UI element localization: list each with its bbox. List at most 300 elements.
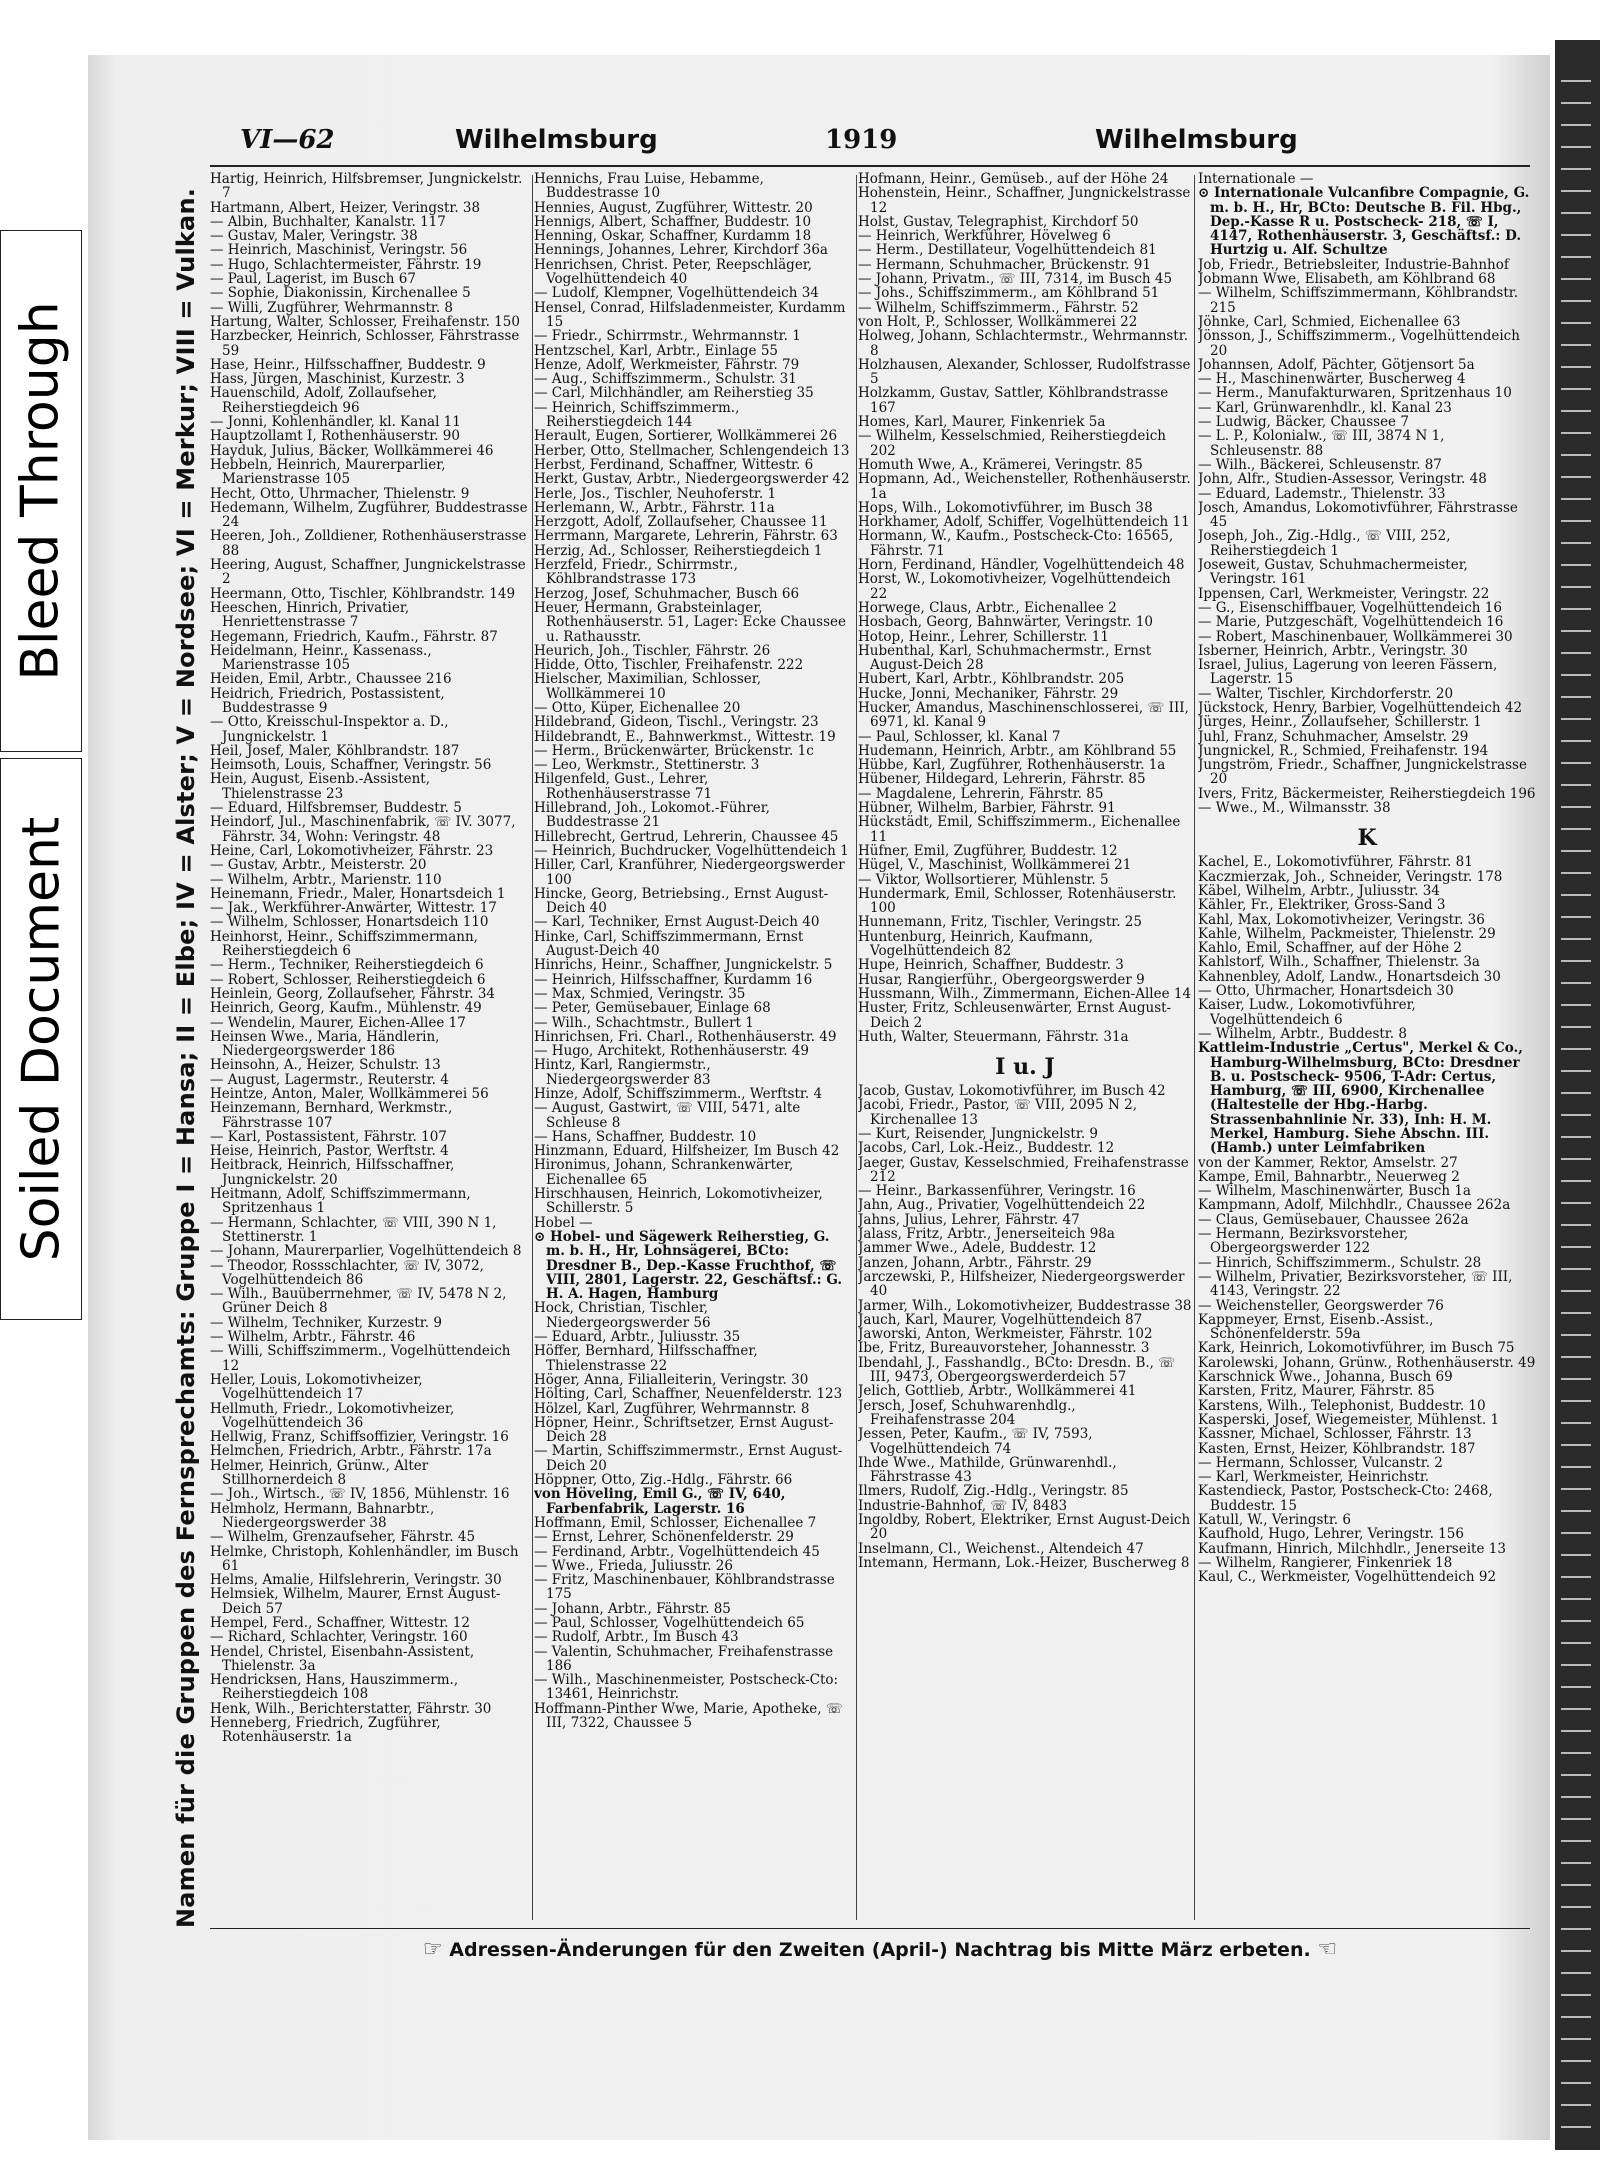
directory-entry: ⊙ Hobel- und Sägewerk Reiherstieg, G. m. b. H., Hr, Lohnsägerei, BCto: Dresdner B., Dep.-Kasse Fruchthof, ☏ VIII, 2801, Lagerstr. 22, Geschäftsf.: G. H. A. Hagen, Hamburg xyxy=(534,1228,843,1303)
directory-entry: Jürges, Heinr., Zollaufseher, Schillerstr. 1 xyxy=(1198,714,1482,731)
directory-entry: Jalass, Fritz, Arbtr., Jenerseiteich 98a xyxy=(858,1226,1115,1243)
year-title: 1919 xyxy=(825,125,898,155)
directory-entry: Hirschhausen, Heinrich, Lokomotivheizer, Schillerstr. 5 xyxy=(534,1186,823,1217)
directory-entry: Heitmann, Adolf, Schiffszimmermann, Spritzenhaus 1 xyxy=(210,1186,471,1217)
directory-entry: Jönsson, J., Schiffszimmerm., Vogelhüttendeich 20 xyxy=(1198,328,1520,359)
directory-entry: Hofmann, Heinr., Gemüseb., auf der Höhe 24 xyxy=(858,172,1169,187)
directory-entry: — Hermann, Schuhmacher, Brückenstr. 91 xyxy=(858,256,1151,273)
directory-entry: — Martin, Schiffszimmermstr., Ernst August-Deich 20 xyxy=(534,1443,843,1474)
directory-entry: Hormann, W., Kaufm., Postscheck-Cto: 16565, Fährstr. 71 xyxy=(858,528,1174,559)
directory-entry: — Herm., Manufakturwaren, Spritzenhaus 10 xyxy=(1198,385,1512,402)
directory-entry: — Wilhelm, Schiffszimmerm., Fährstr. 52 xyxy=(858,299,1139,316)
directory-entry: — Otto, Küper, Eichenallee 20 xyxy=(534,699,741,716)
directory-entry: Kachel, E., Lokomotivführer, Fährstr. 81 xyxy=(1198,854,1473,871)
directory-entry: — G., Eisenschiffbauer, Vogelhüttendeich 16 xyxy=(1198,599,1502,616)
soiled-document-label xyxy=(0,758,82,1320)
directory-entry: ⊙ Internationale Vulcanfibre Compagnie, G. m. b. H., Hr, BCto: Deutsche B. Fil. Hbg., Dep.-Kasse R u. Postscheck- 218, ☏ I, 4147, Rothenhäuserstr. 3, Geschäftsf.: D. Hurtzig u. Alf. Schultze xyxy=(1198,185,1530,259)
directory-entry: Herle, Jos., Tischler, Neuhoferstr. 1 xyxy=(534,485,777,502)
directory-entry: Hass, Jürgen, Maschinist, Kurzestr. 3 xyxy=(210,371,465,388)
directory-entry: Jelich, Gottlieb, Arbtr., Wollkämmerei 41 xyxy=(858,1383,1137,1400)
directory-entry: Heimsoth, Louis, Schaffner, Veringstr. 56 xyxy=(210,757,492,774)
directory-entry: Heeschen, Hinrich, Privatier, Henriettenstrasse 7 xyxy=(210,599,410,631)
directory-entry: — Magdalene, Lehrerin, Fährstr. 85 xyxy=(858,785,1104,802)
directory-entry: — Wilhelm, Grenzaufseher, Fährstr. 45 xyxy=(210,1529,476,1546)
directory-entry: Hucker, Amandus, Maschinenschlosserei, ☏ III, 6971, kl. Kanal 9 xyxy=(858,699,1189,731)
directory-entry: Hinrichs, Heinr., Schaffner, Jungnickelstr. 5 xyxy=(534,957,833,974)
directory-entry: Kark, Heinrich, Lokomotivführer, im Busch 75 xyxy=(1198,1340,1515,1357)
directory-entry: Kasten, Ernst, Heizer, Köhlbrandstr. 187 xyxy=(1198,1440,1476,1457)
directory-entry: Hecht, Otto, Uhrmacher, Thielenstr. 9 xyxy=(210,485,470,502)
directory-entry: Holweg, Johann, Schlachtermstr., Wehrmannstr. 8 xyxy=(858,328,1188,359)
directory-entry: Hennigs, Albert, Schaffner, Buddestr. 10 xyxy=(534,213,812,230)
directory-entry: Kahlo, Emil, Schaffner, auf der Höhe 2 xyxy=(1198,940,1462,957)
directory-entry: Heeren, Joh., Zolldiener, Rothenhäuserstrasse 88 xyxy=(210,528,527,559)
directory-entry: Horn, Ferdinand, Händler, Vogelhüttendeich 48 xyxy=(858,557,1185,574)
directory-entry: Hunnemann, Fritz, Tischler, Veringstr. 25 xyxy=(858,914,1142,931)
directory-entry: Jacobi, Friedr., Pastor, ☏ VIII, 2095 N 2, Kirchenallee 13 xyxy=(858,1097,1137,1128)
directory-entry: Heinsen Wwe., Maria, Händlerin, Niedergeorgswerder 186 xyxy=(210,1028,440,1060)
directory-columns xyxy=(210,172,1540,1922)
directory-entry: von der Kammer, Rektor, Amselstr. 27 xyxy=(1198,1154,1458,1171)
directory-entry: — Jonni, Kohlenhändler, kl. Kanal 11 xyxy=(210,414,461,431)
directory-entry: — Johann, Maurerparlier, Vogelhüttendeich 8 xyxy=(210,1243,522,1260)
directory-entry: — Heinrich, Werkführer, Hövelweg 6 xyxy=(858,228,1111,245)
directory-entry: — Eduard, Hilfsbremser, Buddestr. 5 xyxy=(210,800,462,817)
directory-entry: Heiden, Emil, Arbtr., Chaussee 216 xyxy=(210,671,452,688)
directory-entry: Kaul, C., Werkmeister, Vogelhüttendeich 92 xyxy=(1198,1569,1497,1586)
directory-entry: Herzog, Josef, Schuhmacher, Busch 66 xyxy=(534,585,800,602)
directory-entry: Heine, Carl, Lokomotivheizer, Fährstr. 23 xyxy=(210,842,494,859)
directory-entry: Kastendieck, Pastor, Postscheck-Cto: 2468, Buddestr. 15 xyxy=(1198,1483,1493,1514)
directory-entry: — Heinrich, Hilfsschaffner, Kurdamm 16 xyxy=(534,971,813,988)
directory-entry: Höppner, Otto, Zig.-Hdlg., Fährstr. 66 xyxy=(534,1472,793,1489)
directory-entry: Kassner, Michael, Schlosser, Fährstr. 13 xyxy=(1198,1426,1472,1443)
directory-entry: Henneberg, Friedrich, Zugführer, Rotenhäuserstr. 1a xyxy=(210,1715,441,1746)
directory-entry: Jessen, Peter, Kaufm., ☏ IV, 7593, Vogelhüttendeich 74 xyxy=(858,1426,1093,1457)
directory-entry: Helmsiek, Wilhelm, Maurer, Ernst August-Deich 57 xyxy=(210,1586,501,1617)
directory-entry: Hückstädt, Emil, Schiffszimmerm., Eichenallee 11 xyxy=(858,814,1181,845)
directory-entry: Hillebrand, Joh., Lokomot.-Führer, Buddestrasse 21 xyxy=(534,800,770,831)
directory-entry: — Peter, Gemüsebauer, Einlage 68 xyxy=(534,1000,771,1017)
directory-entry: — Wilhelm, Techniker, Kurzestr. 9 xyxy=(210,1314,442,1331)
column-2 xyxy=(534,172,852,1922)
directory-entry: Hennichs, Frau Luise, Hebamme, Buddestrasse 10 xyxy=(534,172,764,202)
directory-entry: Jacob, Gustav, Lokomotivführer, im Busch 42 xyxy=(858,1083,1166,1100)
right-running-title: Wilhelmsburg xyxy=(1095,125,1298,155)
directory-entry: Heurich, Joh., Tischler, Fährstr. 26 xyxy=(534,642,771,659)
directory-entry: Hendricksen, Hans, Hauszimmerm., Reiherstiegdeich 108 xyxy=(210,1672,459,1703)
directory-entry: — Weichensteller, Georgswerder 76 xyxy=(1198,1297,1444,1314)
directory-entry: — Paul, Lagerist, im Busch 67 xyxy=(210,271,416,288)
directory-entry: Jarczewski, P., Hilfsheizer, Niedergeorgswerder 40 xyxy=(858,1268,1185,1300)
directory-entry: Kampe, Emil, Bahnarbtr., Neuerweg 2 xyxy=(1198,1168,1460,1185)
directory-entry: Heinrich, Georg, Kaufm., Mühlenstr. 49 xyxy=(210,1000,482,1017)
directory-entry: Hedemann, Wilhelm, Zugführer, Buddestrasse 24 xyxy=(210,499,528,531)
directory-entry: Ibe, Fritz, Bureauvorsteher, Johannesstr. 3 xyxy=(858,1340,1150,1357)
directory-entry: Hempel, Ferd., Schaffner, Wittestr. 12 xyxy=(210,1614,470,1631)
directory-entry: Heintze, Anton, Maler, Wollkämmerei 56 xyxy=(210,1086,489,1102)
directory-entry: Israel, Julius, Lagerung von leeren Fässern, Lagerstr. 15 xyxy=(1198,657,1498,688)
directory-entry: — Karl, Werkmeister, Heinrichstr. xyxy=(1198,1469,1430,1486)
directory-entry: Hobel — xyxy=(534,1214,593,1231)
directory-entry: — Rudolf, Arbtr., Im Busch 43 xyxy=(534,1629,739,1646)
directory-entry: Käbel, Wilhelm, Arbtr., Juliusstr. 34 xyxy=(1198,882,1440,899)
directory-entry: Jersch, Josef, Schuhwarenhdlg., Freihafenstrasse 204 xyxy=(858,1397,1076,1428)
directory-entry: Kaufhold, Hugo, Lehrer, Veringstr. 156 xyxy=(1198,1526,1464,1543)
directory-entry: Herzgott, Adolf, Zollaufseher, Chaussee 11 xyxy=(534,514,828,531)
directory-entry: Hüfner, Emil, Zugführer, Buddestr. 12 xyxy=(858,842,1118,859)
directory-entry: — Otto, Kreisschul-Inspektor a. D., Jungnickelstr. 1 xyxy=(210,714,449,745)
directory-entry: Horwege, Claus, Arbtr., Eichenallee 2 xyxy=(858,599,1117,616)
directory-entry: — Heinrich, Schiffszimmerm., Reiherstiegdeich 144 xyxy=(534,399,740,431)
column-3 xyxy=(858,172,1192,1922)
directory-entry: Hauenschild, Adolf, Zollaufseher, Reiherstiegdeich 96 xyxy=(210,385,437,416)
column-4 xyxy=(1198,172,1536,1922)
directory-entry: Kahl, Max, Lokomotivheizer, Veringstr. 36 xyxy=(1198,911,1485,928)
directory-entry: Hops, Wilh., Lokomotivführer, im Busch 38 xyxy=(858,499,1153,516)
directory-entry: Intemann, Hermann, Lok.-Heizer, Buscherweg 8 xyxy=(858,1554,1190,1571)
page-footer xyxy=(330,1937,1430,1962)
directory-entry: Jahns, Julius, Lehrer, Fährstr. 47 xyxy=(858,1211,1080,1228)
directory-entry: Heise, Heinrich, Pastor, Werftstr. 4 xyxy=(210,1143,449,1160)
directory-entry: Ingoldby, Robert, Elektriker, Ernst August-Deich 20 xyxy=(858,1512,1191,1543)
directory-entry: — Wilhelm, Schlosser, Honartsdeich 110 xyxy=(210,914,489,931)
directory-entry: Hügel, V., Maschinist, Wollkämmerei 21 xyxy=(858,857,1132,874)
directory-entry: — Gustav, Maler, Veringstr. 38 xyxy=(210,228,418,245)
directory-entry: Herzig, Ad., Schlosser, Reiherstiegdeich 1 xyxy=(534,542,823,559)
page-number: VI—62 xyxy=(240,125,335,155)
directory-entry: — Wilhelm, Schiffszimmermann, Köhlbrandstr. 215 xyxy=(1198,285,1519,316)
directory-entry: Henk, Wilh., Berichterstatter, Fährstr. 30 xyxy=(210,1700,492,1717)
directory-entry: Hein, August, Eisenb.-Assistent, Thielenstrasse 23 xyxy=(210,771,431,802)
directory-entry: — Joh., Wirtsch., ☏ IV, 1856, Mühlenstr. 16 xyxy=(210,1486,510,1503)
directory-entry: Inselmann, Cl., Weichenst., Altendeich 47 xyxy=(858,1540,1144,1557)
directory-entry: — Theodor, Rossschlachter, ☏ IV, 3072, Vogelhüttendeich 86 xyxy=(210,1257,484,1288)
directory-entry: — Richard, Schlachter, Veringstr. 160 xyxy=(210,1629,468,1646)
directory-entry: Heinzemann, Bernhard, Werkmstr., Fährstrasse 107 xyxy=(210,1100,453,1131)
directory-entry: Herlemann, W., Arbtr., Fährstr. 11a xyxy=(534,499,775,516)
directory-entry: — Marie, Putzgeschäft, Vogelhüttendeich 16 xyxy=(1198,614,1504,631)
directory-entry: Jammer Wwe., Adele, Buddestr. 12 xyxy=(858,1240,1097,1257)
directory-entry: Höpner, Heinr., Schriftsetzer, Ernst August-Deich 28 xyxy=(534,1414,834,1446)
directory-entry: Helmholz, Hermann, Bahnarbtr., Niedergeorgswerder 38 xyxy=(210,1500,435,1531)
directory-entry: Joseph, Joh., Zig.-Hdlg., ☏ VIII, 252, Reiherstiegdeich 1 xyxy=(1198,528,1451,559)
directory-entry: — Robert, Schlosser, Reiherstiegdeich 6 xyxy=(210,971,486,988)
directory-entry: von Holt, P., Schlosser, Wollkämmerei 22 xyxy=(858,313,1138,330)
directory-entry: Kasperski, Josef, Wiegemeister, Mühlenst. 1 xyxy=(1198,1411,1500,1428)
directory-entry: Holst, Gustav, Telegraphist, Kirchdorf 50 xyxy=(858,213,1139,230)
directory-entry: Kahlstorf, Wilh., Schaffner, Thielenstr. 3a xyxy=(1198,954,1480,971)
directory-entry: — Hugo, Architekt, Rothenhäuserstr. 49 xyxy=(534,1043,809,1060)
directory-entry: Hidde, Otto, Tischler, Freihafenstr. 222 xyxy=(534,657,804,674)
directory-entry: Jacobs, Carl, Lok.-Heiz., Buddestr. 12 xyxy=(858,1140,1115,1157)
directory-entry: — Wilh., Bäckerei, Schleusenstr. 87 xyxy=(1198,456,1442,473)
directory-entry: Hegemann, Friedrich, Kaufm., Fährstr. 87 xyxy=(210,628,498,645)
directory-entry: — Herm., Destillateur, Vogelhüttendeich 81 xyxy=(858,242,1157,259)
adjacent-page-edge xyxy=(1555,40,1600,2150)
directory-entry: Hellmuth, Friedr., Lokomotivheizer, Vogelhüttendeich 36 xyxy=(210,1400,455,1431)
directory-entry: Heinlein, Georg, Zollaufseher, Fährstr. 34 xyxy=(210,985,496,1002)
section-heading: I u. J xyxy=(995,1054,1055,1081)
directory-entry: — Hans, Schaffner, Buddestr. 10 xyxy=(534,1128,757,1145)
directory-entry: — Wilh., Bauüberrnehmer, ☏ IV, 5478 N 2, Grüner Deich 8 xyxy=(210,1286,507,1317)
directory-entry: Henning, Oskar, Schaffner, Kurdamm 18 xyxy=(534,228,812,245)
directory-entry: Hayduk, Julius, Bäcker, Wollkämmerei 46 xyxy=(210,442,494,459)
directory-entry: Jarmer, Wilh., Lokomotivheizer, Buddestrasse 38 xyxy=(858,1297,1192,1314)
directory-entry: Kaiser, Ludw., Lokomotivführer, Vogelhüttendeich 6 xyxy=(1198,997,1416,1028)
directory-entry: — Eduard, Lademstr., Thielenstr. 33 xyxy=(1198,485,1446,502)
column-1 xyxy=(210,172,528,1922)
directory-entry: Homes, Karl, Maurer, Finkenriek 5a xyxy=(858,414,1106,431)
directory-entry: Hinke, Carl, Schiffszimmermann, Ernst August-Deich 40 xyxy=(534,928,804,960)
directory-entry: Herkt, Gustav, Arbtr., Niedergeorgswerder 42 xyxy=(534,471,850,488)
directory-entry: Karstens, Wilh., Telephonist, Buddestr. 10 xyxy=(1198,1397,1486,1414)
directory-entry: Jobmann Wwe, Elisabeth, am Köhlbrand 68 xyxy=(1198,271,1496,288)
page-header xyxy=(200,125,1540,165)
directory-entry: Helmke, Christoph, Kohlenhändler, im Busch 61 xyxy=(210,1543,519,1574)
directory-entry: Karolewski, Johann, Grünw., Rothenhäuserstr. 49 xyxy=(1198,1354,1536,1371)
directory-entry: — Herm., Brückenwärter, Brückenstr. 1c xyxy=(534,742,814,759)
directory-entry: — Wilhelm, Arbtr., Marienstr. 110 xyxy=(210,871,442,888)
directory-entry: Jungström, Friedr., Schaffner, Jungnickelstrasse 20 xyxy=(1198,757,1527,788)
directory-entry: Herault, Eugen, Sortierer, Wollkämmerei 26 xyxy=(534,428,838,445)
sidebar-text: Namen für die Gruppen des Fernsprechamts: Gruppe I = Hansa; II = Elbe; IV = Alster; V = Nordsee; VI = Merkur; VIII = Vulkan. xyxy=(172,187,200,1928)
directory-entry: Helmer, Heinrich, Grünw., Alter Stillhornerdeich 8 xyxy=(210,1457,429,1489)
directory-entry: — Ernst, Lehrer, Schönenfelderstr. 29 xyxy=(534,1529,794,1546)
directory-entry: Hauptzollamt I, Rothenhäuserstr. 90 xyxy=(210,428,460,445)
directory-entry: Hennings, Johannes, Lehrer, Kirchdorf 36a xyxy=(534,242,828,259)
directory-entry: Herzfeld, Friedr., Schirrmstr., Köhlbrandstrasse 173 xyxy=(534,557,738,588)
directory-entry: Heller, Louis, Lokomotivheizer, Vogelhüttendeich 17 xyxy=(210,1371,423,1403)
directory-entry: Jöhnke, Carl, Schmied, Eichenallee 63 xyxy=(1198,313,1461,330)
directory-entry: Heinsohn, A., Heizer, Schulstr. 13 xyxy=(210,1057,441,1074)
directory-entry: Hinrichsen, Fri. Charl., Rothenhäuserstr. 49 xyxy=(534,1028,837,1045)
directory-entry: Homuth Wwe, A., Krämerei, Veringstr. 85 xyxy=(858,456,1143,473)
directory-entry: Juhl, Franz, Schuhmacher, Amselstr. 29 xyxy=(1198,728,1469,745)
directory-entry: — Valentin, Schuhmacher, Freihafenstrasse 186 xyxy=(534,1643,834,1674)
directory-entry: Ivers, Fritz, Bäckermeister, Reiherstiegdeich 196 xyxy=(1198,785,1536,802)
directory-entry: — Claus, Gemüsebauer, Chaussee 262a xyxy=(1198,1211,1469,1228)
directory-entry: Jungnickel, R., Schmied, Freihafenstr. 194 xyxy=(1198,742,1489,759)
directory-entry: — Paul, Schlosser, Vogelhüttendeich 65 xyxy=(534,1614,805,1631)
directory-entry: — Albin, Buchhalter, Kanalstr. 117 xyxy=(210,213,446,230)
directory-entry: Hartmann, Albert, Heizer, Veringstr. 38 xyxy=(210,199,481,216)
directory-entry: Hiller, Carl, Kranführer, Niedergeorgswerder 100 xyxy=(534,857,845,888)
pointing-hand-icon: ☞ xyxy=(422,1937,443,1962)
directory-entry: — Paul, Schlosser, kl. Kanal 7 xyxy=(858,728,1061,745)
directory-entry: Hundermark, Emil, Schlosser, Rotenhäuserstr. 100 xyxy=(858,885,1177,917)
directory-entry: — Sophie, Diakonissin, Kirchenallee 5 xyxy=(210,285,471,302)
directory-entry: Hintz, Karl, Rangiermstr., Niedergeorgswerder 83 xyxy=(534,1057,711,1088)
directory-entry: — Johs., Schiffszimmerm., am Köhlbrand 51 xyxy=(858,285,1160,302)
directory-entry: — Hermann, Bezirksvorsteher, Obergeorgswerder 122 xyxy=(1198,1226,1409,1257)
directory-entry: Kattleim-Industrie „Certus", Merkel & Co., Hamburg-Wilhelmsburg, BCto: Dresdner B. u. Postscheck- 9506, T-Adr: Certus, Hamburg, ☏ III, 6900, Kirchenallee (Haltestelle der Hbg.-Harbg. Strassenbahnlinie Nr. 33), Inh: H. M. Merkel, Hamburg. Siehe Abschn. III. (Hamb.) unter Leimfabriken xyxy=(1198,1040,1523,1157)
directory-entry: John, Alfr., Studien-Assessor, Veringstr. 48 xyxy=(1198,471,1487,488)
directory-entry: Hellwig, Franz, Schiffsoffizier, Veringstr. 16 xyxy=(210,1429,509,1446)
directory-entry: — Hugo, Schlachtermeister, Fährstr. 19 xyxy=(210,256,482,273)
directory-entry: Isberner, Heinrich, Arbtr., Veringstr. 30 xyxy=(1198,642,1468,659)
directory-entry: Helmchen, Friedrich, Arbtr., Fährstr. 17a xyxy=(210,1443,492,1460)
directory-entry: Heering, August, Schaffner, Jungnickelstrasse 2 xyxy=(210,557,526,588)
directory-entry: — Viktor, Wollsortierer, Mühlenstr. 5 xyxy=(858,871,1109,888)
directory-entry: Hubenthal, Karl, Schuhmachermstr., Ernst August-Deich 28 xyxy=(858,642,1152,674)
directory-entry: — Ludwig, Bäcker, Chaussee 7 xyxy=(1198,414,1409,431)
directory-entry: Herrmann, Margarete, Lehrerin, Fährstr. 63 xyxy=(534,528,838,545)
directory-entry: Holzhausen, Alexander, Schlosser, Rudolfstrasse 5 xyxy=(858,356,1191,388)
directory-entry: — August, Gastwirt, ☏ VIII, 5471, alte Schleuse 8 xyxy=(534,1100,801,1131)
directory-entry: — Walter, Tischler, Kirchdorferstr. 20 xyxy=(1198,685,1454,702)
directory-entry: Henrichsen, Christ. Peter, Reepschläger, Vogelhüttendeich 40 xyxy=(534,256,813,288)
directory-entry: — Jak., Werkführer-Anwärter, Wittestr. 17 xyxy=(210,900,497,917)
directory-entry: Hebbeln, Heinrich, Maurerparlier, Marienstrasse 105 xyxy=(210,456,446,488)
directory-entry: Huntenburg, Heinrich, Kaufmann, Vogelhüttendeich 82 xyxy=(858,928,1094,960)
directory-entry: Kaczmierzak, Joh., Schneider, Veringstr. 178 xyxy=(1198,868,1503,885)
directory-entry: — Willi, Zugführer, Wehrmannstr. 8 xyxy=(210,299,454,316)
header-rule xyxy=(210,165,1530,167)
directory-entry: — Herm., Techniker, Reiherstiegdeich 6 xyxy=(210,957,484,974)
directory-entry: Hubert, Karl, Arbtr., Köhlbrandstr. 205 xyxy=(858,671,1125,688)
directory-entry: von Höveling, Emil G., ☏ IV, 640, Farbenfabrik, Lagerstr. 16 xyxy=(534,1486,786,1517)
directory-entry: Heinhorst, Heinr., Schiffszimmermann, Reiherstiegdeich 6 xyxy=(210,928,478,960)
directory-entry: Hussmann, Wilh., Zimmermann, Eichen-Allee 14 xyxy=(858,985,1192,1002)
directory-entry: Hennies, August, Zugführer, Wittestr. 20 xyxy=(534,199,813,216)
directory-entry: Hübener, Hildegard, Lehrerin, Fährstr. 85 xyxy=(858,771,1146,788)
directory-entry: Ibendahl, J., Fasshandlg., BCto: Dresdn. B., ☏ III, 9473, Obergeorgswerderdeich 57 xyxy=(858,1354,1176,1386)
soiled-document-text: Soiled Document xyxy=(11,816,72,1262)
directory-entry: Hillebrecht, Gertrud, Lehrerin, Chaussee 45 xyxy=(534,828,839,845)
directory-entry: Hoffmann-Pinther Wwe, Marie, Apotheke, ☏ III, 7322, Chaussee 5 xyxy=(534,1700,843,1732)
directory-entry: Hensel, Conrad, Hilfsladenmeister, Kurdamm 15 xyxy=(534,299,846,330)
directory-entry: Ilmers, Rudolf, Zig.-Hdlg., Veringstr. 85 xyxy=(858,1483,1129,1500)
directory-entry: Herbst, Ferdinand, Schaffner, Wittestr. 6 xyxy=(534,456,814,473)
directory-entry: Hudemann, Heinrich, Arbtr., am Köhlbrand 55 xyxy=(858,742,1177,759)
directory-entry: Kappmeyer, Ernst, Eisenb.-Assist., Schönenfelderstr. 59a xyxy=(1198,1311,1434,1343)
section-heading: K xyxy=(1357,825,1377,852)
directory-entry: — Karl, Grünwarenhdlr., kl. Kanal 23 xyxy=(1198,399,1452,416)
bleed-through-text: Bleed Through xyxy=(11,301,71,681)
directory-entry: Jahn, Aug., Privatier, Vogelhüttendeich 22 xyxy=(858,1197,1146,1214)
directory-entry: Harzbecker, Heinrich, Schlosser, Fährstrasse 59 xyxy=(210,328,520,359)
directory-entry: — Wwe., M., Wilmansstr. 38 xyxy=(1198,800,1391,817)
directory-entry: Henze, Adolf, Werkmeister, Fährstr. 79 xyxy=(534,356,800,373)
directory-entry: Heidrich, Friedrich, Postassistent, Buddestrasse 9 xyxy=(210,685,445,716)
directory-entry: — H., Maschinenwärter, Buscherweg 4 xyxy=(1198,371,1466,388)
telephone-groups-sidebar xyxy=(168,187,204,1928)
directory-entry: Heinemann, Friedr., Maler, Honartsdeich 1 xyxy=(210,885,506,902)
directory-entry: Huster, Fritz, Schleusenwärter, Ernst August-Deich 2 xyxy=(858,1000,1172,1031)
directory-entry: Hartig, Heinrich, Hilfsbremser, Jungnickelstr. 7 xyxy=(210,172,523,202)
directory-entry: — Otto, Uhrmacher, Honartsdeich 30 xyxy=(1198,983,1454,1000)
directory-entry: Industrie-Bahnhof, ☏ IV, 8483 xyxy=(858,1497,1068,1514)
directory-entry: Heil, Josef, Maler, Köhlbrandstr. 187 xyxy=(210,742,460,759)
directory-entry: Hosbach, Georg, Bahnwärter, Veringstr. 10 xyxy=(858,614,1154,631)
directory-entry: — Karl, Postassistent, Fährstr. 107 xyxy=(210,1128,447,1145)
directory-entry: Heidelmann, Heinr., Kassenass., Marienstrasse 105 xyxy=(210,642,432,674)
bleed-through-label xyxy=(0,230,82,752)
directory-entry: Holzkamm, Gustav, Sattler, Köhlbrandstrasse 167 xyxy=(858,385,1169,416)
directory-entry: Ippensen, Carl, Werkmeister, Veringstr. 22 xyxy=(1198,585,1490,602)
directory-entry: Kampmann, Adolf, Milchhdlr., Chaussee 262a xyxy=(1198,1197,1511,1214)
directory-entry: Heindorf, Jul., Maschinenfabrik, ☏ IV. 3077, Fährstr. 34, Wohn: Veringstr. 48 xyxy=(210,814,516,845)
directory-entry: — Heinr., Barkassenführer, Veringstr. 16 xyxy=(858,1183,1136,1200)
directory-entry: — Robert, Maschinenbauer, Wollkämmerei 30 xyxy=(1198,628,1513,645)
footer-rule xyxy=(210,1928,1530,1929)
directory-entry: Hock, Christian, Tischler, Niedergeorgswerder 56 xyxy=(534,1300,711,1331)
directory-entry: Kähler, Fr., Elektriker, Gross-Sand 3 xyxy=(1198,897,1446,914)
directory-entry: — Willi, Schiffszimmerm., Vogelhüttendeich 12 xyxy=(210,1343,511,1374)
directory-entry: Josch, Amandus, Lokomotivführer, Fährstrasse 45 xyxy=(1198,499,1518,531)
directory-entry: — Wilh., Schachtmstr., Bullert 1 xyxy=(534,1014,754,1031)
directory-entry: Hendel, Christel, Eisenbahn-Assistent, Thielenstr. 3a xyxy=(210,1643,475,1674)
directory-entry: Horst, W., Lokomotivheizer, Vogelhüttendeich 22 xyxy=(858,571,1171,602)
directory-entry: Hölzel, Karl, Zugführer, Wehrmannstr. 8 xyxy=(534,1400,810,1417)
directory-entry: Karschnick Wwe., Johanna, Busch 69 xyxy=(1198,1369,1453,1386)
directory-entry: — August, Lagermstr., Reuterstr. 4 xyxy=(210,1071,449,1088)
directory-entry: Heermann, Otto, Tischler, Köhlbrandstr. 149 xyxy=(210,585,516,602)
directory-entry: Internationale — xyxy=(1198,172,1314,187)
directory-entry: Kahle, Wilhelm, Packmeister, Thielenstr. 29 xyxy=(1198,925,1496,942)
directory-entry: — Wilhelm, Arbtr., Fährstr. 46 xyxy=(210,1329,416,1346)
directory-entry: — Heinrich, Buchdrucker, Vogelhüttendeich 1 xyxy=(534,842,849,859)
directory-entry: — Wilhelm, Rangierer, Finkenriek 18 xyxy=(1198,1554,1453,1571)
directory-entry: — Wwe., Frieda, Juliusstr. 26 xyxy=(534,1557,733,1574)
directory-entry: Hilgenfeld, Gust., Lehrer, Rothenhäuserstrasse 71 xyxy=(534,771,713,802)
directory-entry: — Max, Schmied, Veringstr. 35 xyxy=(534,985,746,1002)
directory-entry: Herber, Otto, Stellmacher, Schlengendeich 13 xyxy=(534,442,850,459)
directory-entry: — Gustav, Arbtr., Meisterstr. 20 xyxy=(210,857,427,874)
directory-entry: — Karl, Techniker, Ernst August-Deich 40 xyxy=(534,914,820,931)
directory-entry: — Ludolf, Klempner, Vogelhüttendeich 34 xyxy=(534,285,819,302)
directory-entry: Höffer, Bernhard, Hilfsschaffner, Thielenstrasse 22 xyxy=(534,1343,758,1374)
directory-entry: Kahnenbley, Adolf, Landw., Honartsdeich 30 xyxy=(1198,968,1501,985)
directory-entry: — Wilhelm, Privatier, Bezirksvorsteher, ☏ III, 4143, Veringstr. 22 xyxy=(1198,1268,1513,1300)
directory-entry: — Wilhelm, Kesselschmied, Reiherstiegdeich 202 xyxy=(858,428,1166,459)
directory-entry: Hartung, Walter, Schlosser, Freihafenstr. 150 xyxy=(210,313,520,330)
directory-entry: — Johann, Arbtr., Fährstr. 85 xyxy=(534,1600,731,1617)
directory-entry: Husar, Rangierführ., Obergeorgswerder 9 xyxy=(858,971,1145,988)
directory-entry: Hotop, Heinr., Lehrer, Schillerstr. 11 xyxy=(858,628,1109,645)
directory-entry: — Fritz, Maschinenbauer, Köhlbrandstrasse 175 xyxy=(534,1572,835,1603)
directory-entry: — Wilh., Maschinenmeister, Postscheck-Cto: 13461, Heinrichstr. xyxy=(534,1672,839,1703)
directory-entry: Hironimus, Johann, Schrankenwärter, Eichenallee 65 xyxy=(534,1157,794,1188)
directory-entry: Hopmann, Ad., Weichensteller, Rothenhäuserstr. 1a xyxy=(858,471,1191,502)
directory-entry: Horkhamer, Adolf, Schiffer, Vogelhüttendeich 11 xyxy=(858,514,1190,531)
directory-entry: Johannsen, Adolf, Pächter, Götjensort 5a xyxy=(1198,356,1475,373)
directory-entry: Helms, Amalie, Hilfslehrerin, Veringstr. 30 xyxy=(210,1572,502,1589)
directory-entry: — L. P., Kolonialw., ☏ III, 3874 N 1, Schleusenstr. 88 xyxy=(1198,428,1445,459)
directory-entry: — Ferdinand, Arbtr., Vogelhüttendeich 45 xyxy=(534,1543,820,1560)
directory-entry: — Wilhelm, Maschinenwärter, Busch 1a xyxy=(1198,1183,1471,1200)
directory-entry: Katull, W., Veringstr. 6 xyxy=(1198,1512,1351,1529)
directory-entry: Hielscher, Maximilian, Schlosser, Wollkämmerei 10 xyxy=(534,671,762,702)
directory-entry: Kaufmann, Hinrich, Milchhdlr., Jenerseite 13 xyxy=(1198,1540,1506,1557)
directory-entry: — Hinrich, Schiffszimmerm., Schulstr. 28 xyxy=(1198,1254,1482,1271)
directory-entry: — Friedr., Schirrmstr., Wehrmannstr. 1 xyxy=(534,328,801,345)
directory-entry: — Wendelin, Maurer, Eichen-Allee 17 xyxy=(210,1014,466,1031)
directory-entry: Hincke, Georg, Betriebsing., Ernst August-Deich 40 xyxy=(534,885,829,917)
directory-entry: Joseweit, Gustav, Schuhmachermeister, Veringstr. 161 xyxy=(1198,557,1468,588)
directory-entry: Huth, Walter, Steuermann, Fährstr. 31a xyxy=(858,1028,1129,1045)
directory-entry: Job, Friedr., Betriebsleiter, Industrie-Bahnhof xyxy=(1198,256,1509,273)
footer-text: Adressen-Änderungen für den Zweiten (April-) Nachtrag bis Mitte März erbeten. xyxy=(449,1939,1311,1961)
directory-entry: Hinze, Adolf, Schiffszimmerm., Werftstr. 4 xyxy=(534,1086,823,1102)
directory-entry: — Hermann, Schlachter, ☏ VIII, 390 N 1, Stettinerstr. 1 xyxy=(210,1214,497,1245)
directory-entry: Jückstock, Henry, Barbier, Vogelhüttendeich 42 xyxy=(1198,699,1523,716)
directory-entry: Ihde Wwe., Mathilde, Grünwarenhdl., Fährstrasse 43 xyxy=(858,1454,1117,1486)
directory-entry: — Leo, Werkmstr., Stettinerstr. 3 xyxy=(534,757,760,774)
directory-entry: — Johann, Privatm., ☏ III, 7314, im Busch 45 xyxy=(858,271,1173,288)
directory-entry: Jaworski, Anton, Werkmeister, Fährstr. 102 xyxy=(858,1326,1153,1343)
